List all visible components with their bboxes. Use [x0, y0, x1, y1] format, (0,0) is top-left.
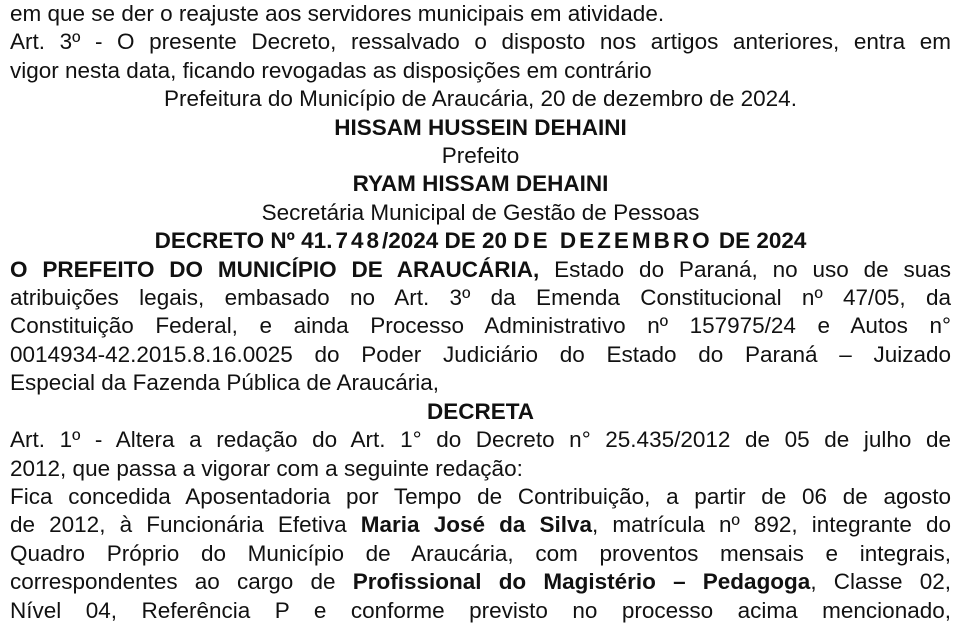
body-text: , matrícula nº 892, integrante do: [592, 512, 952, 538]
text-line: em que se der o reajuste aos servidores municipais em atividade.: [10, 1, 665, 26]
preamble-line: Especial da Fazenda Pública de Araucária,: [10, 370, 440, 396]
signature-place-date: Prefeitura do Município de Araucária, 20 de dezembro de 2024.: [164, 86, 797, 112]
document-page: [10, 0, 951, 625]
preamble-line: [10, 256, 951, 284]
body-text: de 2012, à Funcionária Efetiva: [10, 512, 361, 538]
decree-title-part: .748: [326, 228, 382, 254]
body-line: [10, 511, 951, 539]
signatory-role: Prefeito: [441, 143, 520, 169]
body-text: correspondentes ao cargo de: [10, 569, 353, 595]
decree-title: [10, 227, 951, 255]
article-1-line: Art. 1º - Altera a redação do Art. 1° do Decreto n° 25.435/2012 de 05 de julho de: [10, 427, 951, 453]
article-1-line: 2012, que passa a vigorar com a seguinte redação:: [10, 455, 523, 481]
decree-title-part: /2024 DE 20: [381, 228, 514, 254]
preamble-line: atribuições legais, embasado no Art. 3º da Emenda Constitucional nº 47/05, da: [10, 285, 951, 311]
decreta-heading: DECRETA: [426, 398, 535, 424]
signatory-role: Secretária Municipal de Gestão de Pessoas: [261, 199, 700, 225]
decree-title-part: DECRETO Nº 41: [154, 228, 327, 254]
decree-title-part: DE 2024: [712, 228, 807, 254]
decree-title-part: DE DEZEMBRO: [513, 228, 713, 254]
body-text: , Classe 02,: [810, 569, 951, 595]
body-line: [10, 568, 951, 596]
preamble-line: Constituição Federal, e ainda Processo Administrativo nº 157975/24 e Autos n°: [10, 313, 951, 339]
article-3-line: Art. 3º - O presente Decreto, ressalvado o disposto nos artigos anteriores, entra em: [10, 29, 951, 55]
body-line: Fica concedida Aposentadoria por Tempo de Contribuição, a partir de 06 de agosto: [10, 483, 951, 509]
preamble-text: Estado do Paraná, no uso de suas: [539, 256, 952, 282]
preamble-line: 0014934-42.2015.8.16.0025 do Poder Judiciário do Estado do Paraná – Juizado: [10, 341, 951, 367]
body-line: Quadro Próprio do Município de Araucária, com proventos mensais e integrais,: [10, 540, 951, 566]
job-title: Profissional do Magistério – Pedagoga: [352, 569, 811, 595]
article-3-line: vigor nesta data, ficando revogadas as disposições em contrário: [10, 57, 652, 83]
body-line: Nível 04, Referência P e conforme previsto no processo acima mencionado,: [10, 597, 951, 623]
employee-name: Maria José da Silva: [360, 512, 593, 538]
preamble-bold: O PREFEITO DO MUNICÍPIO DE ARAUCÁRIA,: [10, 256, 540, 282]
signatory-name: RYAM HISSAM DEHAINI: [352, 171, 609, 197]
signatory-name: HISSAM HUSSEIN DEHAINI: [334, 114, 627, 140]
